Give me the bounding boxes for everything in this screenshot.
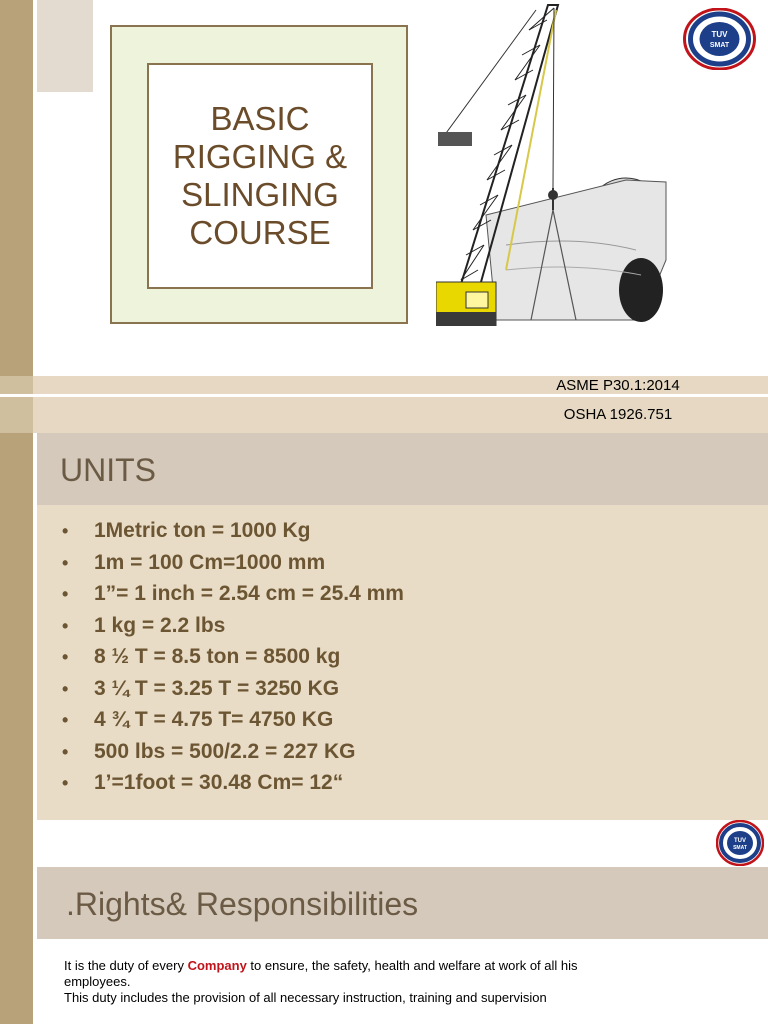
logo-text-smat: SMAT	[709, 42, 730, 49]
title-frame-inner	[147, 63, 373, 289]
slide1-accent-bar	[0, 0, 33, 376]
standards-band-1-accent	[0, 376, 33, 394]
unit-conversion: 500 lbs = 500/2.2 = 227 KG	[94, 739, 356, 763]
rights-body-text	[64, 958, 584, 1006]
duty-text-end: to ensure, the safety, health and welfare at work of all his employees.	[64, 958, 578, 989]
unit-conversion: 3 ¼ T = 3.25 T = 3250 KG	[94, 676, 340, 700]
logo-text-tuv: TUV	[711, 30, 728, 39]
slide2-accent-bar	[0, 433, 33, 865]
list-item: • 1”= 1 inch = 2.54 cm = 25.4 mm	[62, 582, 404, 605]
duty-text-provision: This duty includes the provision of all necessary instruction, training and supervision	[64, 990, 547, 1005]
rights-heading: .Rights& Responsibilities	[66, 886, 419, 922]
duty-text-company: Company	[187, 958, 247, 973]
units-list	[62, 515, 404, 799]
unit-conversion: 1”= 1 inch = 2.54 cm = 25.4 mm	[94, 582, 404, 605]
list-item: • 1m = 100 Cm=1000 mm	[62, 550, 326, 574]
standard-asme: ASME P30.1:2014	[556, 377, 680, 394]
course-title: BASIC RIGGING & SLINGING COURSE	[172, 100, 348, 251]
tuv-smat-logo	[683, 8, 756, 70]
unit-conversion: 1m = 100 Cm=1000 mm	[94, 550, 326, 574]
logo-text-smat: SMAT	[733, 845, 747, 851]
unit-conversion: 4 ¾ T = 4.75 T= 4750 KG	[94, 708, 334, 731]
logo-text-tuv: TUV	[734, 838, 746, 844]
list-item: • 4 ¾ T = 4.75 T= 4750 KG	[62, 708, 334, 731]
slide2-footer	[37, 820, 768, 865]
unit-conversion: 8 ½ T = 8.5 ton = 8500 kg	[94, 645, 341, 668]
list-item: • 1Metric ton = 1000 Kg	[62, 519, 311, 542]
list-item: • 1 kg = 2.2 lbs	[62, 613, 226, 637]
unit-conversion: 1Metric ton = 1000 Kg	[94, 519, 311, 542]
standard-osha: OSHA 1926.751	[563, 406, 673, 423]
list-item: • 3 ¼ T = 3.25 T = 3250 KG	[62, 676, 340, 700]
list-item: • 1’=1foot = 30.48 Cm= 12“	[62, 771, 344, 794]
slide3-accent-bar	[0, 865, 33, 1024]
slide1-decor-square	[37, 0, 93, 92]
units-heading: UNITS	[60, 452, 156, 488]
list-item: • 500 lbs = 500/2.2 = 227 KG	[62, 739, 356, 763]
list-item: • 8 ½ T = 8.5 ton = 8500 kg	[62, 645, 341, 668]
crane-lifting-pipe-image	[436, 0, 668, 326]
standards-band-2-accent	[0, 397, 33, 433]
duty-text-start: It is the duty of every	[64, 958, 188, 973]
unit-conversion: 1 kg = 2.2 lbs	[94, 613, 226, 637]
unit-conversion: 1’=1foot = 30.48 Cm= 12“	[94, 771, 344, 794]
tuv-smat-logo-small	[716, 820, 764, 866]
